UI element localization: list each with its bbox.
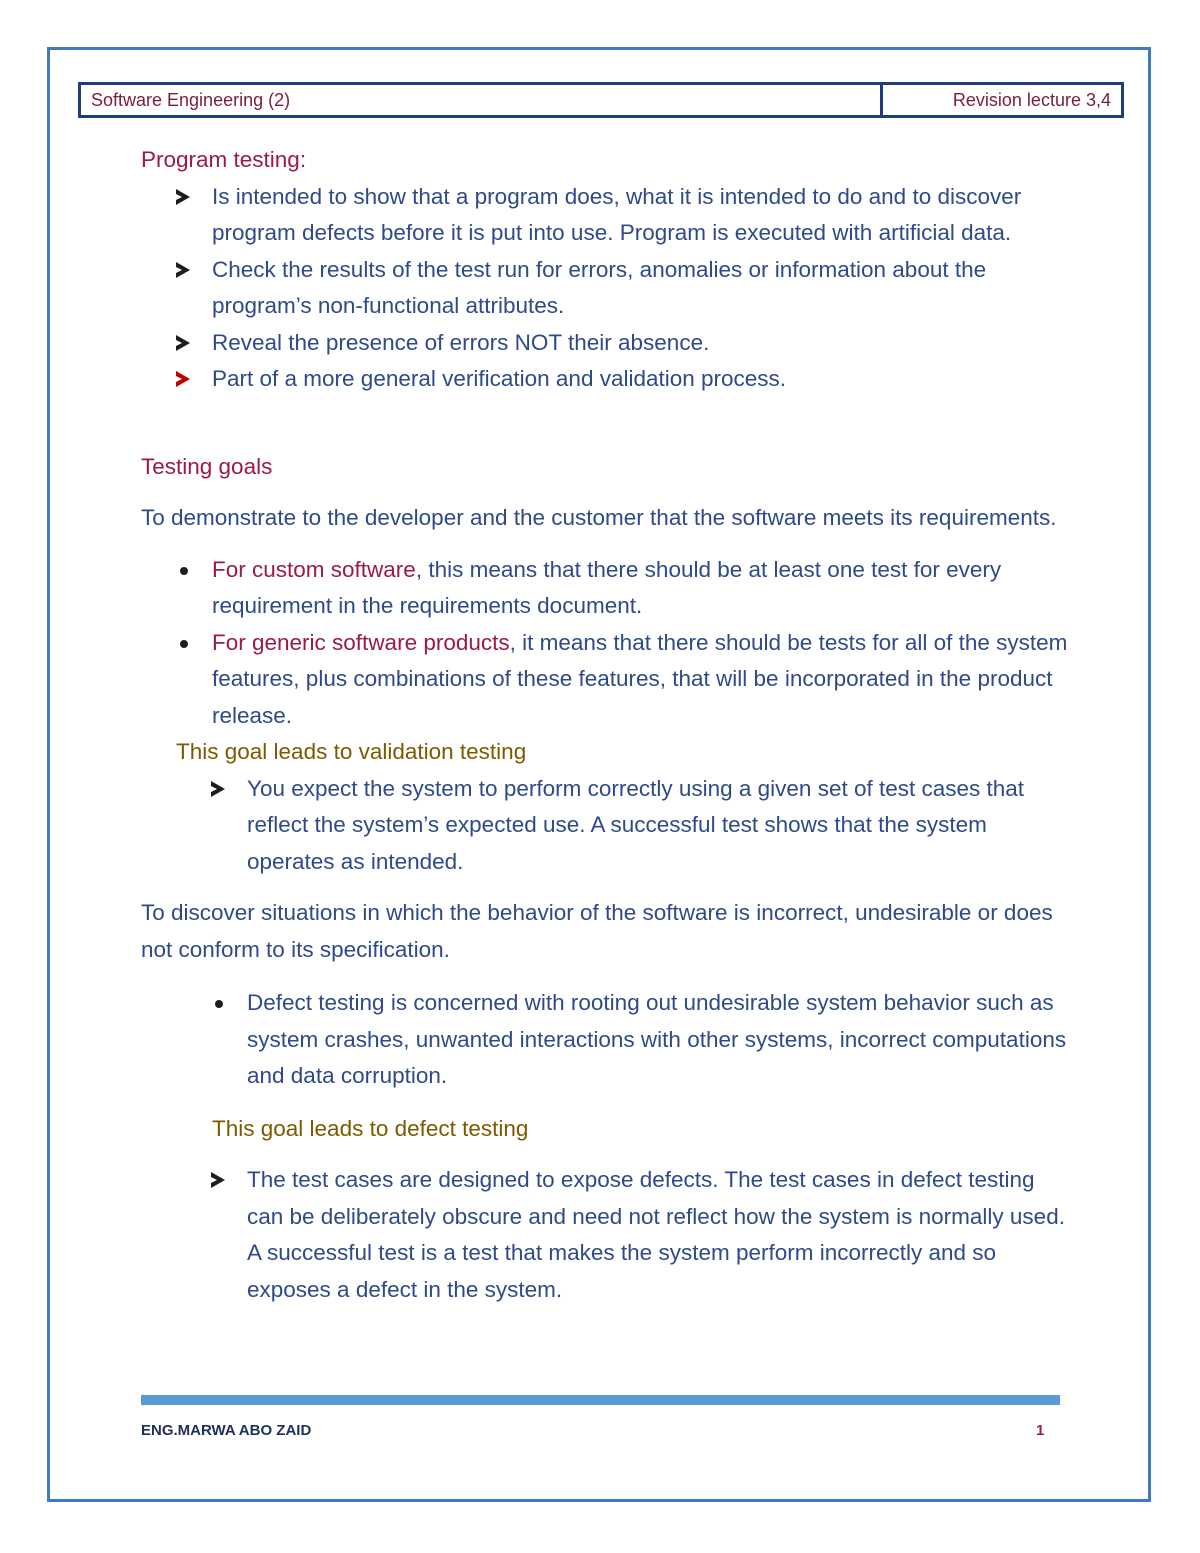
list-item — [141, 625, 1071, 735]
defect-heading: This goal leads to defect testing — [212, 1115, 529, 1141]
bullet-lead-text: For custom software — [212, 556, 416, 582]
list-item — [141, 552, 1071, 625]
list-item — [141, 179, 1071, 252]
dot-bullet-icon — [180, 640, 188, 648]
goal-1-paragraph: To demonstrate to the developer and the customer that the software meets its requirements. — [141, 505, 1057, 530]
list-item — [141, 771, 1071, 881]
list-item-text: Reveal the presence of errors NOT their absence. — [212, 329, 710, 355]
arrow-bullet-icon — [176, 189, 190, 205]
page-number: 1 — [1036, 1422, 1045, 1439]
arrow-bullet-icon — [176, 262, 190, 278]
arrow-bullet-icon — [211, 781, 225, 797]
validation-heading: This goal leads to validation testing — [176, 739, 527, 764]
dot-bullet-icon — [180, 567, 188, 575]
list-item — [141, 252, 1071, 325]
page-header — [78, 82, 1124, 118]
arrow-bullet-icon — [176, 335, 190, 351]
list-item-text: Defect testing is concerned with rooting out undesirable system behavior such as system crashes, unwanted interactions with other systems, incorrect computations and data corruption. — [247, 990, 1067, 1088]
bullet-rest-text: , this means that there should be at least one test for every requirement in the requirements document. — [212, 556, 1002, 618]
goal-2-paragraph: To discover situations in which the behavior of the software is incorrect, undesirable or does not conform to its specification. — [141, 900, 1053, 962]
testing-goals-heading: Testing goals — [141, 453, 273, 479]
list-item — [141, 985, 1071, 1095]
dot-bullet-icon — [215, 1000, 223, 1008]
header-lecture-label: Revision lecture 3,4 — [952, 90, 1111, 110]
list-item — [141, 1162, 1071, 1308]
header-course-title: Software Engineering (2) — [81, 85, 883, 115]
bullet-rest-text: , it means that there should be tests for all of the system features, plus combinations of these features, that will be incorporated in the product release. — [212, 629, 1068, 728]
arrow-bullet-icon — [176, 371, 190, 387]
program-testing-heading: Program testing: — [141, 147, 307, 172]
list-item-text: Part of a more general verification and validation process. — [212, 366, 787, 391]
list-item-text: The test cases are designed to expose defects. The test cases in defect testing can be deliberately obscure and need not reflect how the system is normally used. A successful test is a test that makes the system perform incorrectly and so exposes a defect in the system. — [247, 1167, 1065, 1302]
page-content — [141, 142, 1071, 1308]
footer-rule — [141, 1395, 1060, 1405]
footer-author: ENG.MARWA ABO ZAID — [141, 1422, 312, 1439]
arrow-bullet-icon — [211, 1172, 225, 1188]
list-item — [141, 361, 1071, 398]
list-item — [141, 325, 1071, 362]
list-item-text: Check the results of the test run for errors, anomalies or information about the program’s non-functional attributes. — [212, 256, 987, 318]
list-item-text: You expect the system to perform correctly using a given set of test cases that reflect the system’s expected use. A successful test shows that the system operates as intended. — [247, 775, 1025, 874]
bullet-lead-text: For generic software products — [212, 629, 510, 655]
list-item-text: Is intended to show that a program does, what it is intended to do and to discover program defects before it is put into use. Program is executed with artificial data. — [212, 183, 1022, 245]
